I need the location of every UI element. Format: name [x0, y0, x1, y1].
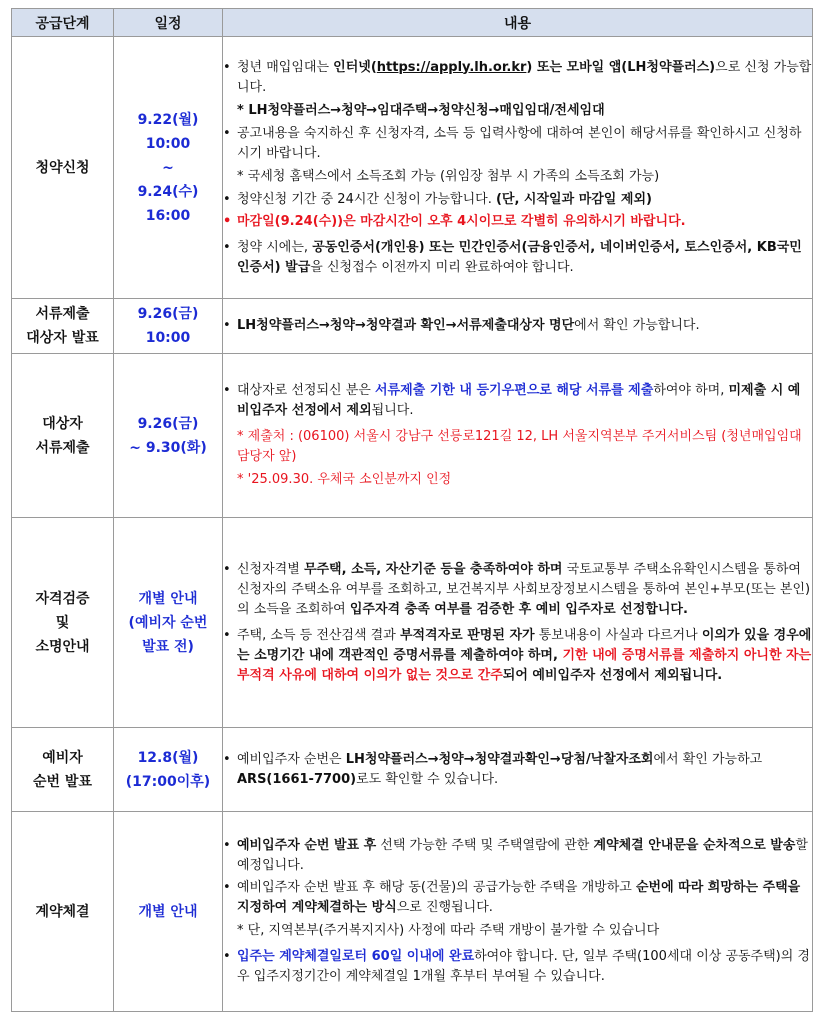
bullet-icon: •: [223, 318, 231, 333]
bullet-icon: •: [223, 239, 231, 255]
content-waitlist: [223, 728, 813, 812]
header-schedule: 일정: [114, 9, 223, 37]
stage-doc-submit: 대상자 서류제출: [12, 354, 114, 518]
content-apply: [223, 37, 813, 299]
bullet-item: • 청약 시에는, 공동인증서(개인용) 또는 민간인증서(금융인증서, 네이버인증서, 토스인증서, KB국민인증서) 발급을 신청접수 이전까지 미리 완료하여야 합니다.: [223, 239, 802, 275]
date-apply-line: 10:00: [145, 135, 191, 152]
note-item: * 국세청 홈택스에서 소득조회 가능 (위임장 첨부 시 가족의 소득조회 가능): [237, 168, 660, 184]
bullet-icon: •: [223, 59, 231, 75]
note-item: * 단, 지역본부(주거복지지사) 사정에 따라 주택 개방이 불가할 수 있습니다: [237, 923, 660, 938]
date-doc-announce: 9.26(금) 10:00: [114, 299, 223, 354]
row-doc-announce: [12, 299, 813, 354]
bullet-icon: •: [223, 561, 231, 577]
date-apply: [114, 37, 223, 299]
bullet-icon: •: [223, 382, 231, 398]
date-qualify: 개별 안내 (예비자 순번 발표 전): [114, 518, 223, 728]
stage-apply: 청약신청: [12, 37, 114, 299]
content-doc-announce: [223, 299, 813, 354]
header-stage: 공급단계: [12, 9, 114, 37]
bullet-icon: •: [223, 838, 231, 853]
bullet-item: • 청약신청 기간 중 24시간 신청이 가능합니다. (단, 시작일과 마감일 제외): [223, 190, 812, 210]
date-apply-line: ~: [162, 159, 174, 176]
bullet-icon: •: [223, 627, 231, 643]
bullet-item: • 신청자격별 무주택, 소득, 자산기준 등을 충족하여야 하며 국토교통부 주택소유확인시스템을 통하여 신청자의 주택소유 여부를 조회하고, 보건복지부 사회보장정보시스템을 통하여 본인+부모(또는 본인)의 소득을 조회하여 입주자격 충족 여부를 검증한 후 예비 입주자로 선정합니다.: [223, 561, 811, 617]
note-submit-address: * 제출처 : (06100) 서울시 강남구 선릉로121길 12, LH 서울지역본부 주거서비스팀 (청년매입임대 담당자 앞): [237, 428, 802, 464]
bullet-item: • LH청약플러스→청약→청약결과 확인→서류제출대상자 명단에서 확인 가능합니다.: [223, 316, 812, 336]
bullet-icon: •: [223, 213, 232, 229]
date-apply-line: 9.22(월): [137, 111, 199, 128]
row-contract: [12, 812, 813, 1012]
content-doc-submit: [223, 354, 813, 518]
supply-schedule-table: [11, 8, 813, 1012]
bullet-item: • 공고내용을 숙지하신 후 신청자격, 소득 등 입력사항에 대하여 본인이 해당서류를 확인하시고 신청하시기 바랍니다.: [223, 125, 802, 161]
row-doc-submit: [12, 354, 813, 518]
bullet-item: • 예비입주자 순번 발표 후 선택 가능한 주택 및 주택열람에 관한 계약체결 안내문을 순차적으로 발송할 예정입니다.: [223, 838, 808, 873]
bullet-item: • 대상자로 선정되신 분은 서류제출 기한 내 등기우편으로 해당 서류를 제출하여야 하며, 미제출 시 예비입주자 선정에서 제외됩니다.: [223, 382, 801, 418]
bullet-icon: •: [223, 949, 231, 964]
bullet-item: • 예비입주자 순번 발표 후 해당 동(건물)의 공급가능한 주택을 개방하고 순번에 따라 희망하는 주택을 지정하여 계약체결하는 방식으로 진행됩니다.: [223, 880, 801, 915]
apply-url-link[interactable]: https://apply.lh.or.kr: [376, 59, 527, 75]
bullet-item: • 입주는 계약체결일로터 60일 이내에 완료하여야 합니다. 단, 일부 주택(100세대 이상 공동주택)의 경우 입주지정기간이 계약체결일 1개월 후부터 부여될 수 있습니다.: [223, 949, 810, 984]
header-row: [12, 9, 813, 37]
row-apply: [12, 37, 813, 299]
content-qualify: [223, 518, 813, 728]
note-item: * LH청약플러스→청약→임대주택→청약신청→매입임대/전세임대: [237, 102, 605, 118]
date-contract: 개별 안내: [114, 812, 223, 1012]
bullet-icon: •: [223, 751, 231, 767]
bullet-item: • 주택, 소득 등 전산검색 결과 부적격자로 판명된 자가 통보내용이 사실과 다르거나 이의가 있을 경우에는 소명기간 내에 객관적인 증명서류를 제출하여야 하며, 기한 내에 증명서류를 제출하지 아니한 자는 부적격 사유에 대하여 이의가 없는 것으로 간주되어 예비입주자 선정에서 제외됩니다.: [223, 627, 812, 683]
bullet-icon: •: [223, 191, 231, 207]
bullet-icon: •: [223, 880, 231, 895]
date-apply-line: 16:00: [145, 207, 191, 224]
bullet-item: • 예비입주자 순번은 LH청약플러스→청약→청약결과확인→당첨/낙찰자조회에서 확인 가능하고 ARS(1661-7700)로도 확인할 수 있습니다.: [223, 751, 763, 787]
bullet-icon: •: [223, 125, 231, 141]
row-qualify: [12, 518, 813, 728]
stage-doc-announce: 서류제출 대상자 발표: [12, 299, 114, 354]
header-content: 내용: [223, 9, 813, 37]
stage-qualify: 자격검증 및 소명안내: [12, 518, 114, 728]
stage-contract: 계약체결: [12, 812, 114, 1012]
stage-waitlist: 예비자 순번 발표: [12, 728, 114, 812]
bullet-item-deadline-warning: • 마감일(9.24(수))은 마감시간이 오후 4시이므로 각별히 유의하시기 바랍니다.: [223, 212, 812, 232]
date-waitlist: 12.8(월) (17:00이후): [114, 728, 223, 812]
content-contract: [223, 812, 813, 1012]
note-postmark: * '25.09.30. 우체국 소인분까지 인정: [237, 471, 452, 487]
row-waitlist: [12, 728, 813, 812]
bullet-item: • 청년 매입임대는 인터넷(https://apply.lh.or.kr) 또는 모바일 앱(LH청약플러스)으로 신청 가능합니다.: [223, 59, 812, 95]
date-apply-line: 9.24(수): [137, 183, 199, 200]
date-doc-submit: 9.26(금) ~ 9.30(화): [114, 354, 223, 518]
